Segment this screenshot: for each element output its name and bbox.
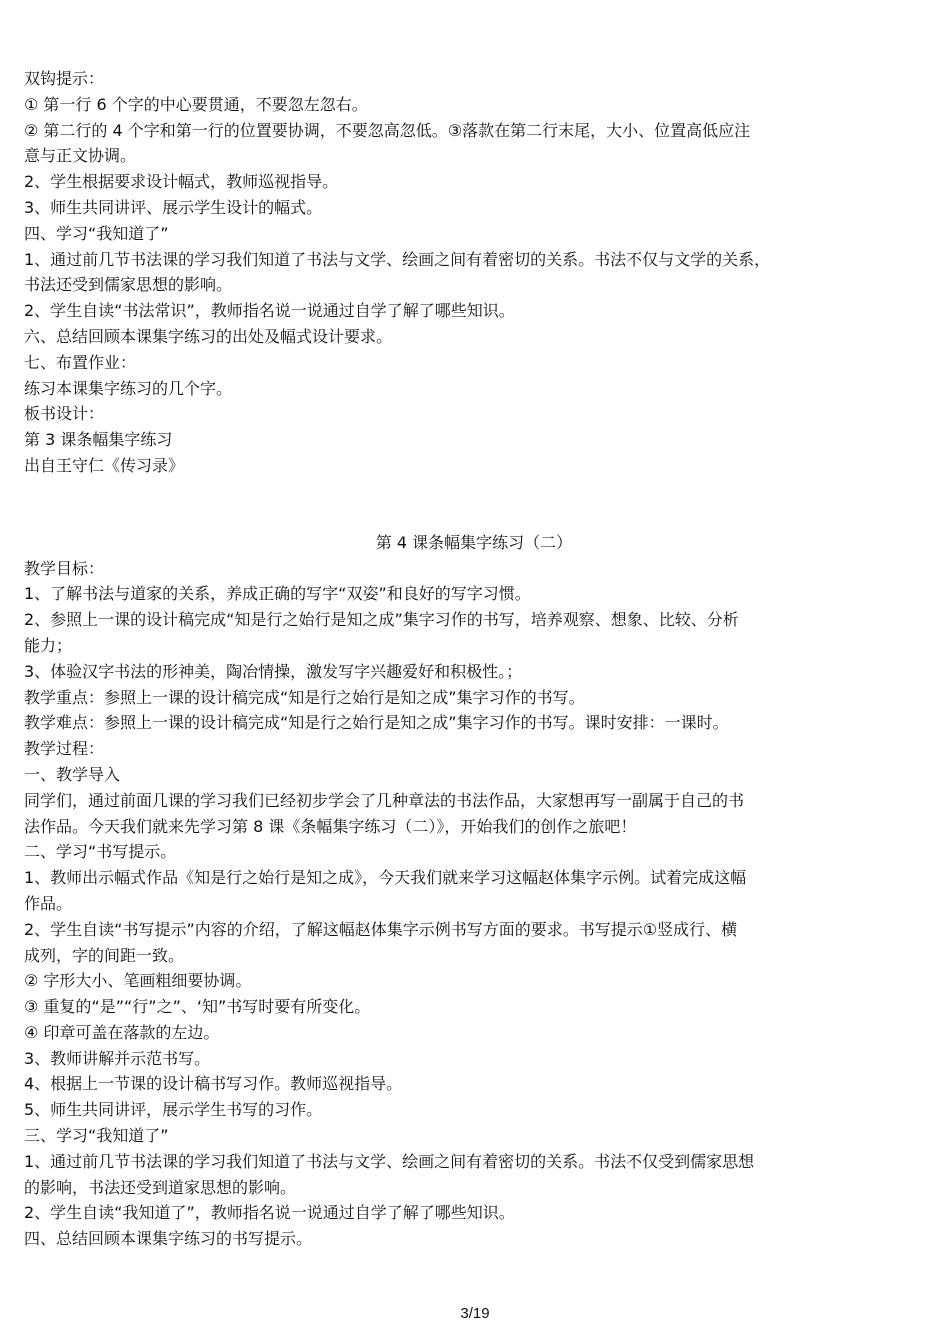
text-line: 能力； (24, 635, 73, 655)
text-line: 法作品。今天我们就来先学习第 8 课《条幅集字练习（二）》，开始我们的创作之旅吧！ (24, 816, 637, 836)
text-line: 书法还受到儒家思想的影响。 (24, 275, 233, 295)
text-line: 3、教师讲解并示范书写。 (24, 1048, 211, 1068)
section-heading: 三、学习“我知道了” (24, 1126, 169, 1146)
section-heading: 二、学习“书写提示。 (24, 842, 177, 862)
text-line: 同学们，通过前面几课的学习我们已经初步学会了几种章法的书法作品，大家想再写一副属于自己的书 (24, 790, 745, 810)
page-number: 3/19 (460, 1305, 490, 1322)
text-line: 4、根据上一节课的设计稿书写习作。教师巡视指导。 (24, 1074, 403, 1094)
text-line: 教学难点：参照上一课的设计稿完成“知是行之始行是知之成”集字习作的书写。课时安排：一课时。 (24, 713, 729, 733)
text-line: 1、通过前几节书法课的学习我们知道了书法与文学、绘画之间有着密切的关系。书法不仅受到儒家思想 (24, 1151, 755, 1171)
text-line: ① 第一行 6 个字的中心要贯通，不要忽左忽右。 (24, 94, 368, 114)
text-line: 双钩提示： (24, 69, 105, 88)
text-line: 作品。 (24, 893, 73, 913)
text-line: 板书设计： (24, 404, 105, 424)
text-line: 2、学生根据要求设计幅式，教师巡视指导。 (24, 172, 339, 192)
section-heading: 七、布置作业： (24, 352, 137, 372)
text-line: 2、学生自读“我知道了”，教师指名说一说通过自学了解了哪些知识。 (24, 1203, 515, 1223)
text-line: 意与正文协调。 (24, 146, 137, 166)
document-page (24, 66, 924, 1252)
text-line: 出自王守仁《传习录》 (24, 455, 185, 475)
text-line: 第 3 课条幅集字练习 (24, 430, 173, 450)
section-heading: 教学过程： (24, 739, 105, 759)
lesson-title: 第 4 课条幅集字练习（二） (375, 532, 573, 552)
text-line: ③ 重复的“是”“行”之”、‘知”书写时要有所变化。 (24, 997, 371, 1017)
text-line: 2、学生自读“书写提示”内容的介绍，了解这幅赵体集字示例书写方面的要求。书写提示①竖成行、横 (24, 919, 738, 939)
text-line: 3、师生共同讲评、展示学生设计的幅式。 (24, 197, 323, 217)
text-line: 练习本课集字练习的几个字。 (24, 378, 233, 398)
text-line: 2、学生自读“书法常识”，教师指名说一说通过自学了解了哪些知识。 (24, 301, 515, 321)
text-line: 教学重点：参照上一课的设计稿完成“知是行之始行是知之成”集字习作的书写。 (24, 687, 585, 707)
section-heading: 一、教学导入 (24, 764, 121, 784)
text-line: 2、参照上一课的设计稿完成“知是行之始行是知之成”集字习作的书写，培养观察、想象、比较、分析 (24, 610, 739, 630)
section-heading: 四、总结回顾本课集字练习的书写提示。 (24, 1229, 313, 1249)
text-line: 1、通过前几节书法课的学习我们知道了书法与文学、绘画之间有着密切的关系。书法不仅与文学的关系， (24, 249, 771, 269)
section-heading: 教学目标： (24, 558, 105, 578)
section-heading: 六、总结回顾本课集字练习的出处及幅式设计要求。 (24, 326, 393, 346)
text-line: ② 字形大小、笔画粗细要协调。 (24, 971, 252, 991)
text-line: 1、教师出示幅式作品《知是行之始行是知之成》，今天我们就来学习这幅赵体集字示例。试着完成这幅 (24, 868, 747, 888)
text-line: 的影响，书法还受到道家思想的影响。 (24, 1177, 297, 1197)
text-line: 5、师生共同讲评，展示学生书写的习作。 (24, 1100, 323, 1120)
section-1 (24, 66, 924, 479)
text-line: 3、体验汉字书法的形神美，陶冶情操，激发写字兴趣爱好和积极性。； (24, 661, 523, 681)
text-line: 1、了解书法与道家的关系，养成正确的写字“双姿”和良好的写字习惯。 (24, 584, 531, 604)
section-spacer (24, 479, 924, 530)
text-line: ④ 印章可盖在落款的左边。 (24, 1022, 220, 1042)
text-line: 成列，字的间距一致。 (24, 945, 185, 965)
section-heading: 四、学习“我知道了” (24, 223, 169, 243)
section-2 (24, 556, 924, 1253)
text-line: ② 第二行的 4 个字和第一行的位置要协调，不要忽高忽低。③落款在第二行末尾，大小、位置高低应注 (24, 120, 751, 140)
